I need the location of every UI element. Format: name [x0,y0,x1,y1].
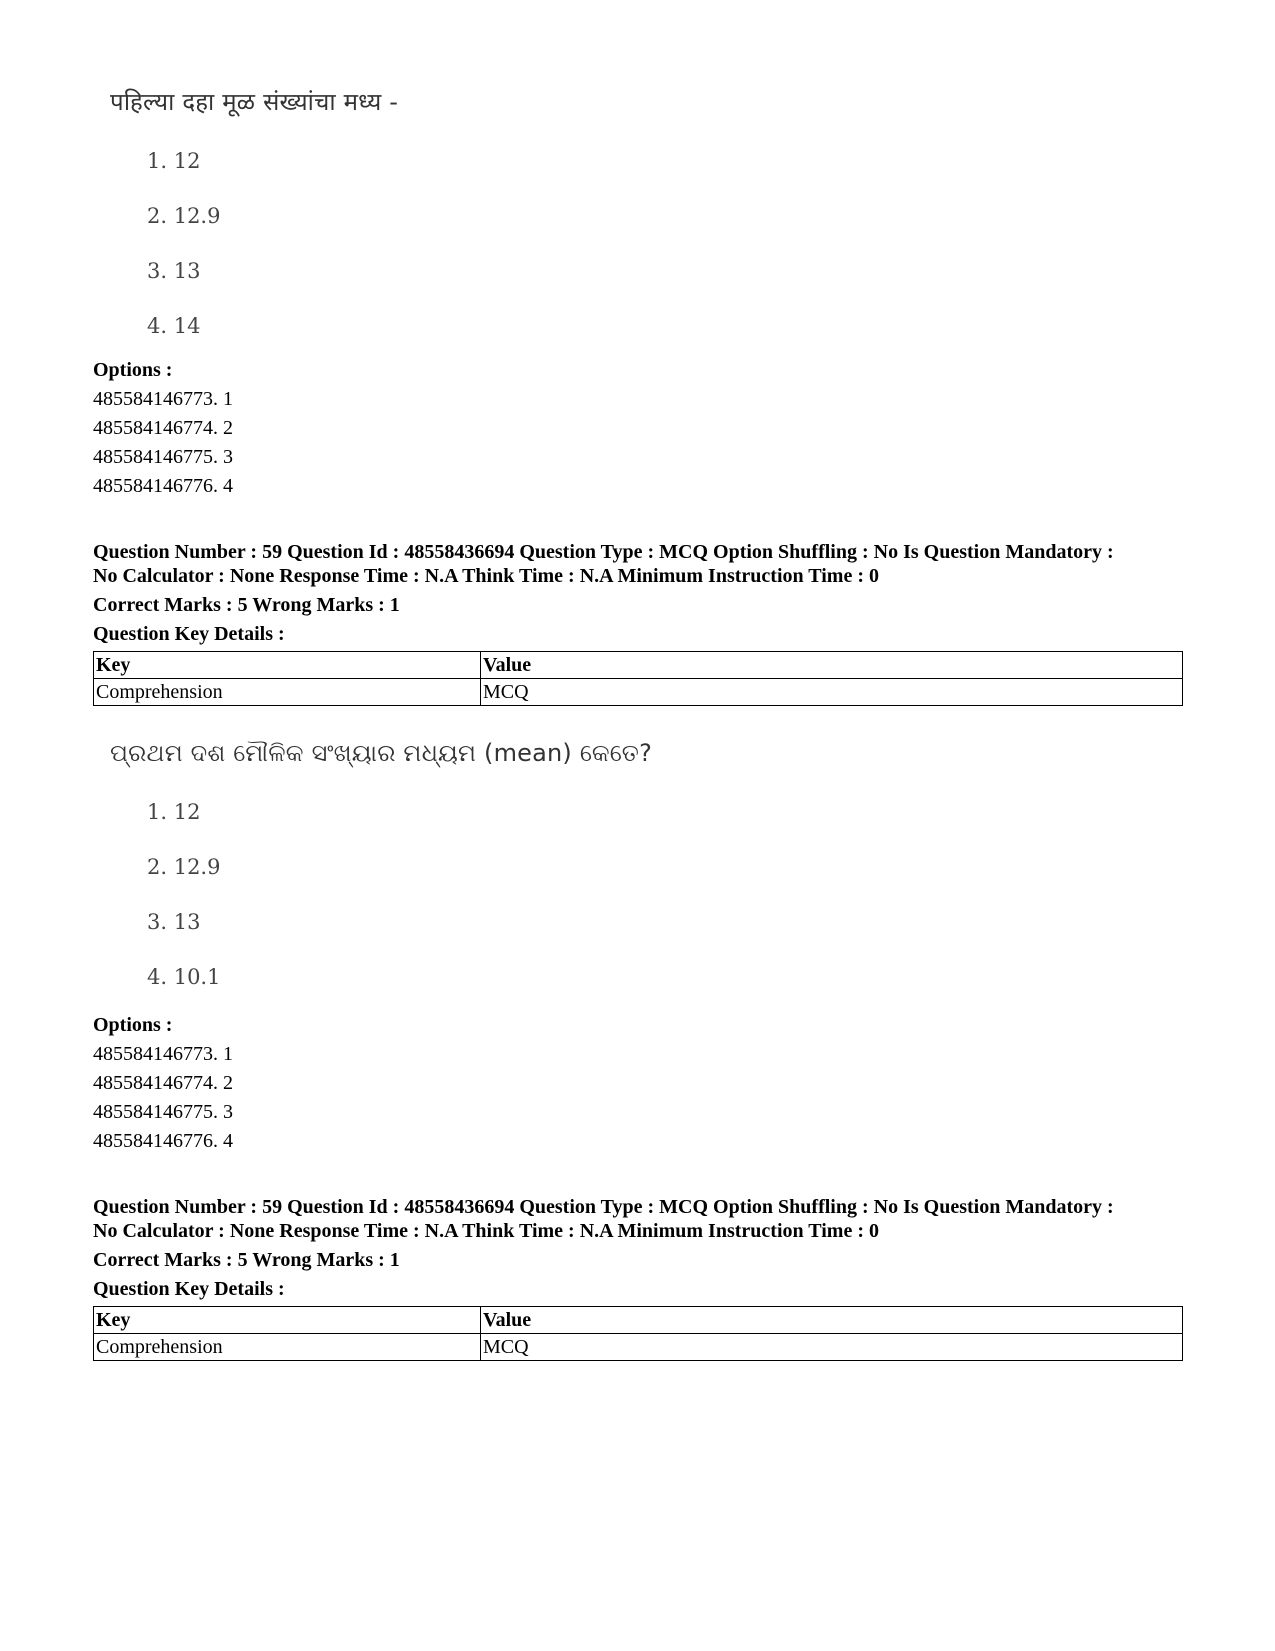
question-choice-list [110,134,710,354]
options-title: Options : [93,359,173,381]
table-cell: MCQ [481,679,1183,706]
table-header-row [94,1307,1183,1334]
options-section [93,356,1183,501]
table-cell: Comprehension [94,1334,481,1361]
question-choice: 1. 12 [147,149,201,173]
question-meta-section [93,1195,1183,1361]
option-id-line: 485584146773. 1 [93,1043,233,1065]
option-id-line: 485584146775. 3 [93,446,233,468]
table-row [94,1334,1183,1361]
key-details-title: Question Key Details : [93,1278,285,1300]
table-cell: Comprehension [94,679,481,706]
option-id-line: 485584146776. 4 [93,1130,233,1152]
question-meta-line: Question Number : 59 Question Id : 48558436694 Question Type : MCQ Option Shuffling : No Is Question Mandatory : [93,541,1114,563]
key-details-table [93,651,1183,706]
table-header-row [94,652,1183,679]
option-id-line: 485584146775. 3 [93,1101,233,1123]
table-row [94,679,1183,706]
marks-line: Correct Marks : 5 Wrong Marks : 1 [93,594,400,616]
question-meta-line: No Calculator : None Response Time : N.A Think Time : N.A Minimum Instruction Time : 0 [93,565,879,587]
question-stem: ପ୍ରଥମ ଦଶ ମୌଳିକ ସଂଖ୍ୟାର ମଧ୍ୟମ (mean) କେତେ? [110,739,653,767]
question-meta-section [93,540,1183,706]
question-stem: पहिल्या दहा मूळ संख्यांचा मध्य - [110,88,399,116]
key-details-table [93,1306,1183,1361]
options-section [93,1011,1183,1156]
key-details-title: Question Key Details : [93,623,285,645]
marks-line: Correct Marks : 5 Wrong Marks : 1 [93,1249,400,1271]
question-choice-list [110,785,710,1005]
option-id-line: 485584146774. 2 [93,1072,233,1094]
table-header-cell: Key [94,652,481,679]
question-choice: 2. 12.9 [147,855,221,879]
table-header-cell: Value [481,652,1183,679]
table-cell: MCQ [481,1334,1183,1361]
table-header-cell: Key [94,1307,481,1334]
question-choice: 4. 10.1 [147,965,221,989]
question-choice: 4. 14 [147,314,201,338]
question-image-odia [110,733,710,1005]
question-choice: 2. 12.9 [147,204,221,228]
option-id-line: 485584146773. 1 [93,388,233,410]
option-id-line: 485584146776. 4 [93,475,233,497]
question-image-marathi [110,82,710,354]
option-id-line: 485584146774. 2 [93,417,233,439]
question-meta-line: No Calculator : None Response Time : N.A Think Time : N.A Minimum Instruction Time : 0 [93,1220,879,1242]
question-choice: 3. 13 [147,910,201,934]
question-choice: 3. 13 [147,259,201,283]
options-title: Options : [93,1014,173,1036]
table-header-cell: Value [481,1307,1183,1334]
question-choice: 1. 12 [147,800,201,824]
question-meta-line: Question Number : 59 Question Id : 48558436694 Question Type : MCQ Option Shuffling : No Is Question Mandatory : [93,1196,1114,1218]
